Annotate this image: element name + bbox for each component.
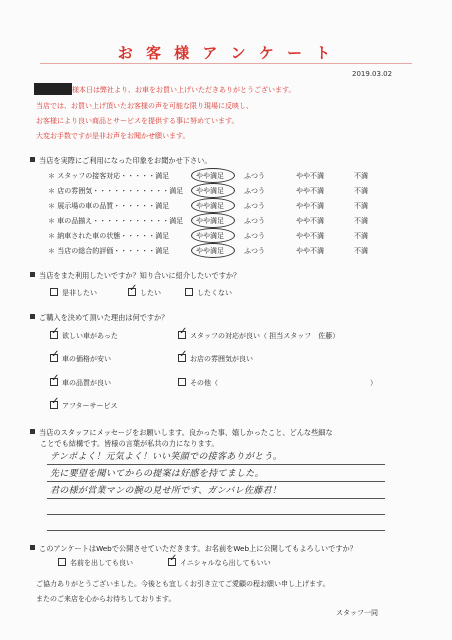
checkbox[interactable] bbox=[185, 288, 193, 296]
q1-rating-option[interactable]: 不満 bbox=[354, 172, 368, 180]
checkbox-checked[interactable] bbox=[178, 349, 188, 362]
intro-line-1: 様本日は弊社より、お車をお買い上げいただきありがとうございます。 bbox=[72, 86, 296, 94]
q5-heading bbox=[30, 544, 357, 554]
q1-row-label: ＊ 当店の総合的評価・・・・・・満足 bbox=[48, 247, 170, 255]
q1-rating-option[interactable]: ふつう bbox=[244, 172, 265, 180]
q1-row-label: ＊ 納車された車の状態・・・・・満足 bbox=[48, 232, 170, 240]
checkbox[interactable] bbox=[50, 288, 58, 296]
message-rule bbox=[47, 481, 385, 482]
q1-row-label: ＊ 店の雰囲気・・・・・・・・・・・満足 bbox=[48, 187, 184, 195]
q1-rating-row bbox=[48, 231, 388, 242]
q1-rating-option[interactable]: やや不満 bbox=[296, 232, 324, 240]
bullet-square-icon bbox=[30, 157, 35, 162]
selected-rating-circle bbox=[191, 213, 235, 228]
checkbox-checked[interactable] bbox=[50, 373, 60, 386]
q4-heading bbox=[30, 428, 333, 438]
bullet-square-icon bbox=[30, 545, 35, 550]
checkmark-icon: ✓ bbox=[179, 326, 188, 337]
checkbox-checked[interactable] bbox=[50, 349, 60, 362]
q1-rating-option[interactable]: やや満足 bbox=[196, 232, 224, 240]
q4-label-line-2: ことでも結構です。皆様の言葉が私共の力になります。 bbox=[40, 439, 219, 448]
q1-rating-option[interactable]: やや不満 bbox=[296, 187, 324, 195]
q1-label: 当店を実際にご利用になった印象をお聞かせ下さい。 bbox=[39, 156, 212, 165]
checkbox-checked[interactable] bbox=[50, 396, 60, 409]
checkbox[interactable] bbox=[178, 378, 186, 386]
selected-rating-circle bbox=[191, 183, 235, 198]
q2-label: 当店をまた利用したいですか？知り合いに紹介したいですか？ bbox=[39, 271, 241, 280]
q1-rating-option[interactable]: ふつう bbox=[244, 247, 265, 255]
q2-heading bbox=[30, 271, 240, 281]
q5-option-show-name[interactable]: 名前を出しても良い bbox=[58, 558, 133, 568]
selected-rating-circle bbox=[191, 243, 235, 258]
handwritten-message-line-2: 先に要望を聞いてからの提案は好感を持てました。 bbox=[50, 469, 264, 479]
checkmark-icon: ✓ bbox=[51, 373, 60, 384]
message-rule bbox=[47, 514, 385, 515]
survey-date: 2019.03.02 bbox=[352, 70, 393, 78]
q3-other-close-paren: ） bbox=[370, 379, 377, 387]
message-rule bbox=[47, 530, 385, 531]
q5-label: このアンケートはWebで公開させていただきます。お名前をWeb上に公開してもよろしいですか？ bbox=[39, 544, 357, 553]
q1-rating-option[interactable]: やや満足 bbox=[196, 202, 224, 210]
checkbox[interactable] bbox=[58, 558, 66, 566]
page-title: お 客 様 ア ン ケ ー ト bbox=[117, 44, 335, 62]
q1-rating-option[interactable]: ふつう bbox=[244, 232, 265, 240]
q3-option-atmosphere[interactable]: ✓ お店の雰囲気が良い bbox=[179, 349, 253, 363]
q1-row-label: ＊ 展示場の車の品質・・・・・・満足 bbox=[48, 202, 170, 210]
q1-rating-row bbox=[48, 171, 388, 182]
checkmark-icon: ✓ bbox=[51, 349, 60, 360]
checkbox-checked[interactable] bbox=[128, 283, 138, 296]
q4-label-line-1: 当店のスタッフにメッセージをお願いします。良かった事、嬉しかったこと、どんな些細な bbox=[39, 428, 333, 437]
q1-rating-row bbox=[48, 246, 388, 257]
checkmark-icon: ✓ bbox=[51, 326, 60, 337]
q1-rating-option[interactable]: 不満 bbox=[354, 247, 368, 255]
q1-rating-option[interactable]: 不満 bbox=[354, 202, 368, 210]
checkmark-icon: ✓ bbox=[51, 396, 60, 407]
q2-option-yes[interactable]: ✓ したい bbox=[129, 283, 161, 297]
q1-rating-option[interactable]: やや満足 bbox=[196, 247, 224, 255]
q1-rating-option[interactable]: やや不満 bbox=[296, 202, 324, 210]
closing-line-2: またのご来店を心からお待ちしております。 bbox=[36, 595, 176, 603]
signature: スタッフ一同 bbox=[336, 609, 378, 617]
checkbox-checked[interactable] bbox=[178, 326, 188, 339]
handwritten-message-line-3: 君の様が営業マンの腕の見せ所です、ガンバレ佐藤君！ bbox=[50, 486, 282, 496]
intro-line-3: お客様により良い商品とサービスを提供する事に努めています。 bbox=[36, 117, 239, 125]
q1-row-label: ＊ スタッフの接客対応・・・・・満足 bbox=[48, 172, 170, 180]
selected-rating-circle bbox=[191, 168, 235, 183]
q3-label: ご購入を決めて頂いた理由は何ですか？ bbox=[39, 313, 169, 322]
q2-option-yes-definitely[interactable]: 是非したい bbox=[50, 288, 97, 298]
q1-rating-option[interactable]: 不満 bbox=[354, 217, 368, 225]
q1-rating-option[interactable]: 不満 bbox=[354, 187, 368, 195]
intro-line-2: 当店では、お買い上げ頂いたお客様の声を可能な限り現場に反映し、 bbox=[36, 102, 253, 110]
redacted-customer-name bbox=[34, 83, 72, 95]
q3-option-after-service[interactable]: ✓ アフターサービス bbox=[51, 396, 118, 410]
bullet-square-icon bbox=[30, 314, 35, 319]
checkbox-checked[interactable] bbox=[168, 553, 178, 566]
closing-line-1: ご協力ありがとうございました。今後とも宜しくお引き立てご愛顧の程お願い申し上げます。 bbox=[36, 580, 330, 588]
q1-rating-option[interactable]: やや満足 bbox=[196, 172, 224, 180]
selected-rating-circle bbox=[191, 228, 235, 243]
message-rule bbox=[47, 464, 385, 465]
q3-heading bbox=[30, 313, 168, 323]
q5-option-initials[interactable]: ✓ イニシャルなら出してもいい bbox=[169, 553, 271, 567]
q3-option-other[interactable]: その他（ bbox=[178, 378, 218, 388]
q1-rating-row bbox=[48, 201, 388, 212]
selected-rating-circle bbox=[191, 198, 235, 213]
q1-rating-option[interactable]: やや不満 bbox=[296, 172, 324, 180]
q1-rating-option[interactable]: ふつう bbox=[244, 187, 265, 195]
q3-option-price[interactable]: ✓ 車の価格が安い bbox=[51, 349, 111, 363]
q3-option-quality[interactable]: ✓ 車の品質が良い bbox=[51, 373, 111, 387]
checkbox-checked[interactable] bbox=[50, 326, 60, 339]
q1-rating-option[interactable]: ふつう bbox=[244, 217, 265, 225]
checkmark-icon: ✓ bbox=[179, 349, 188, 360]
q3-option-wanted-car[interactable]: ✓ 欲しい車があった bbox=[51, 326, 118, 340]
q1-rating-option[interactable]: やや満足 bbox=[196, 217, 224, 225]
checkmark-icon: ✓ bbox=[129, 283, 138, 294]
bullet-square-icon bbox=[30, 272, 35, 277]
handwritten-message-line-1: テンポよく！元気よく！いい笑顔での接客ありがとう。 bbox=[50, 452, 283, 462]
q1-rating-option[interactable]: やや不満 bbox=[296, 247, 324, 255]
q1-heading bbox=[30, 156, 212, 166]
q1-rating-option[interactable]: やや満足 bbox=[196, 187, 224, 195]
q2-option-no[interactable]: したくない bbox=[185, 288, 232, 298]
q1-rating-row bbox=[48, 186, 388, 197]
title-divider bbox=[40, 63, 412, 64]
q1-rating-row bbox=[48, 216, 388, 227]
checkmark-icon: ✓ bbox=[169, 553, 178, 564]
q1-rating-option[interactable]: やや不満 bbox=[296, 217, 324, 225]
q1-row-label: ＊ 車の品揃え・・・・・・・・・・・満足 bbox=[48, 217, 184, 225]
intro-line-4: 大変お手数ですが是非お声をお聞かせ願います。 bbox=[36, 132, 190, 140]
q1-rating-option[interactable]: ふつう bbox=[244, 202, 265, 210]
q1-rating-option[interactable]: 不満 bbox=[354, 232, 368, 240]
q3-option-staff[interactable]: ✓ スタッフの対応が良い（ 担当スタッフ 佐藤） bbox=[179, 326, 340, 340]
message-rule bbox=[47, 498, 385, 499]
bullet-square-icon bbox=[30, 429, 35, 434]
